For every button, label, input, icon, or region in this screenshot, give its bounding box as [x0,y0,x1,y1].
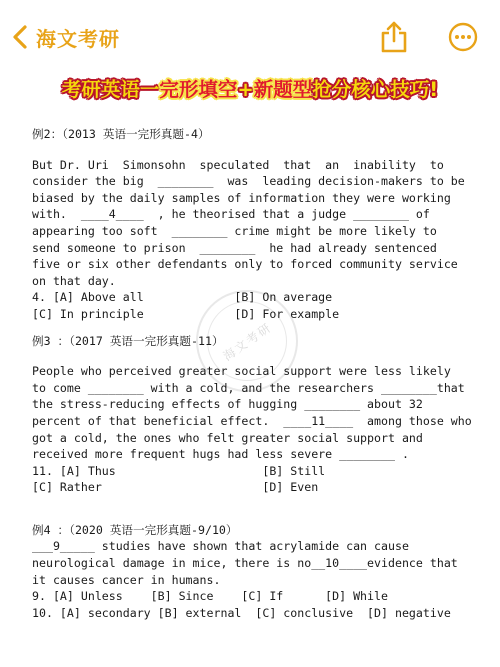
passage-line: the stress-reducing effects of hugging ________ about 32 [32,397,423,412]
article-content [32,126,494,621]
headline-part-5: 抢分核心技巧! [312,78,439,101]
passage-line: neurological damage in mice, there is no__10____evidence that [32,556,458,571]
example-title: 例4 ：（2020 英语一完形真题-9/10） [32,522,238,537]
watermark-text: 海文考研 [191,285,302,396]
passage-line: with. ____4____ , he theorised that a judge ________ of [32,207,430,222]
passage-line: send someone to prison ________ he had already sentenced [32,240,437,255]
back-button[interactable] [10,22,120,52]
passage-line: on that day. [32,273,116,288]
option-line: 4. [A] Above all [B] On average [32,290,333,305]
headline-part-4: 新题型 [253,78,313,101]
passage-line: it causes cancer in humans. [32,572,221,587]
passage-line: percent of that beneficial effect. ____11____ among those who [32,413,472,428]
passage-line: But Dr. Uri Simonsohn speculated that an inability to [32,157,444,172]
option-line: 11. [A] Thus [B] Still [32,463,326,478]
passage-line: ___9_____ studies have shown that acrylamide can cause [32,539,409,554]
option-line: [C] Rather [D] Even [32,480,319,495]
headline-part-3: + [237,78,254,101]
passage-line: biased by the daily samples of information they were working [32,190,451,205]
passage-line: got a cold, the ones who felt greater social support and [32,430,423,445]
passage-line: People who perceived greater social support were less likely [32,364,451,379]
passage-line: received more frequent hugs had less severe ________ . [32,447,409,462]
headline-part-1: 考研英语一 [61,78,160,101]
headline-part-2: 完形填空 [159,78,238,101]
back-label: 海文考研 [36,26,120,51]
option-line: [C] In principle [D] For example [32,306,340,321]
share-icon[interactable] [380,20,408,54]
headline-banner [0,74,500,110]
passage-line: to come ________ with a cold, and the researchers ________that [32,380,465,395]
passage-line: consider the big ________ was leading decision-makers to be [32,174,465,189]
passage-line: appearing too soft ________ crime might be more likely to [32,223,437,238]
option-line: 10. [A] secondary [B] external [C] conclusive [D] negative [32,605,451,620]
option-line: 9. [A] Unless [B] Since [C] If [D] While [32,589,388,604]
chevron-left-icon [10,24,30,50]
passage-line: five or six other defendants only to forced community service [32,257,458,272]
more-icon[interactable] [448,22,478,52]
top-nav-bar [0,0,500,72]
example-title: 例2：（2013 英语一完形真题-4） [32,127,210,141]
example-title: 例3 ：（2017 英语一完形真题-11） [32,333,224,348]
